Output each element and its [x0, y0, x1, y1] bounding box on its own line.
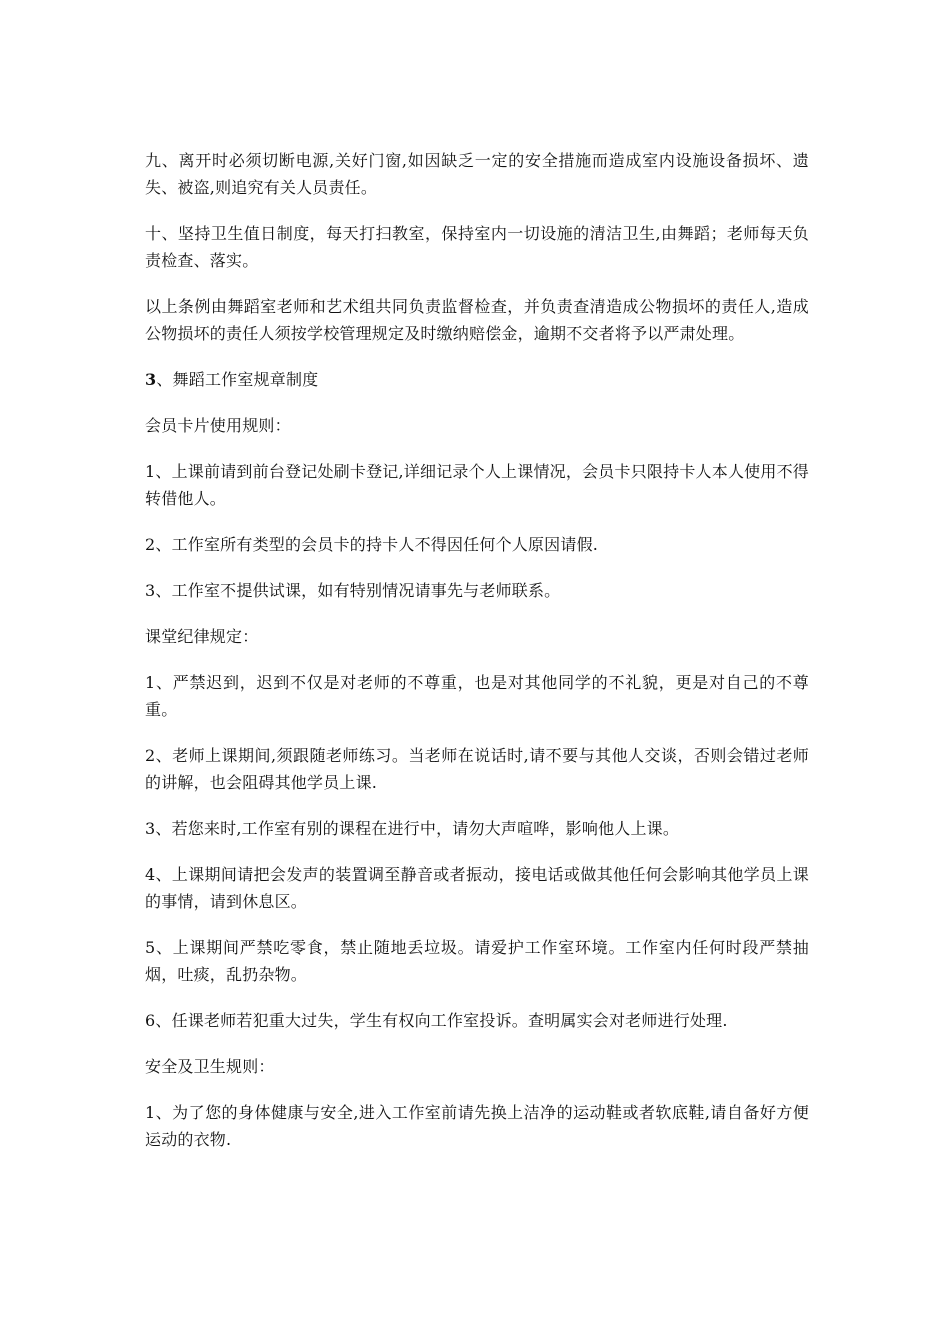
supervision-note: 以上条例由舞蹈室老师和艺术组共同负责监督检查，并负责查清造成公物损坏的责任人,造成公物损坏的责任人须按学校管理规定及时缴纳赔偿金，逾期不交者将予以严肃处理。: [145, 297, 809, 343]
section-3-heading: [145, 366, 809, 393]
safety-rule-1: 1、为了您的身体健康与安全,进入工作室前请先换上洁净的运动鞋或者软底鞋,请自备好方便运动的衣物.: [145, 1103, 809, 1149]
document-body: [145, 147, 809, 1172]
safety-heading: 安全及卫生规则：: [145, 1057, 275, 1076]
membership-heading: 会员卡片使用规则：: [145, 416, 291, 435]
discipline-rule-4: 4、上课期间请把会发声的装置调至静音或者振动，接电话或做其他任何会影响其他学员上课的事情，请到休息区。: [145, 865, 809, 911]
membership-rule-1: 1、上课前请到前台登记处刷卡登记,详细记录个人上课情况，会员卡只限持卡人本人使用不得转借他人。: [145, 462, 809, 508]
rule-nine: 九、离开时必须切断电源,关好门窗,如因缺乏一定的安全措施而造成室内设施设备损坏、遗失、被盗,则追究有关人员责任。: [145, 151, 809, 197]
discipline-rule-3: 3、若您来时,工作室有别的课程在进行中，请勿大声喧哗，影响他人上课。: [145, 819, 680, 838]
membership-rule-3: 3、工作室不提供试课，如有特别情况请事先与老师联系。: [145, 581, 561, 600]
section-3-title: 、舞蹈工作室规章制度: [156, 370, 319, 389]
rule-ten: 十、坚持卫生值日制度，每天打扫教室，保持室内一切设施的清洁卫生,由舞蹈；老师每天负责检查、落实。: [145, 224, 809, 270]
discipline-rule-5: 5、上课期间严禁吃零食，禁止随地丢垃圾。请爱护工作室环境。工作室内任何时段严禁抽烟，吐痰，乱扔杂物。: [145, 938, 809, 984]
discipline-heading: 课堂纪律规定：: [145, 627, 259, 646]
discipline-rule-1: 1、严禁迟到，迟到不仅是对老师的不尊重，也是对其他同学的不礼貌，更是对自己的不尊重。: [145, 673, 809, 719]
discipline-rule-6: 6、任课老师若犯重大过失，学生有权向工作室投诉。查明属实会对老师进行处理.: [145, 1011, 728, 1030]
membership-rule-2: 2、工作室所有类型的会员卡的持卡人不得因任何个人原因请假.: [145, 535, 599, 554]
discipline-rule-2: 2、老师上课期间,须跟随老师练习。当老师在说话时,请不要与其他人交谈，否则会错过老师的讲解，也会阻碍其他学员上课.: [145, 746, 809, 792]
section-3-number: 3: [145, 370, 157, 389]
